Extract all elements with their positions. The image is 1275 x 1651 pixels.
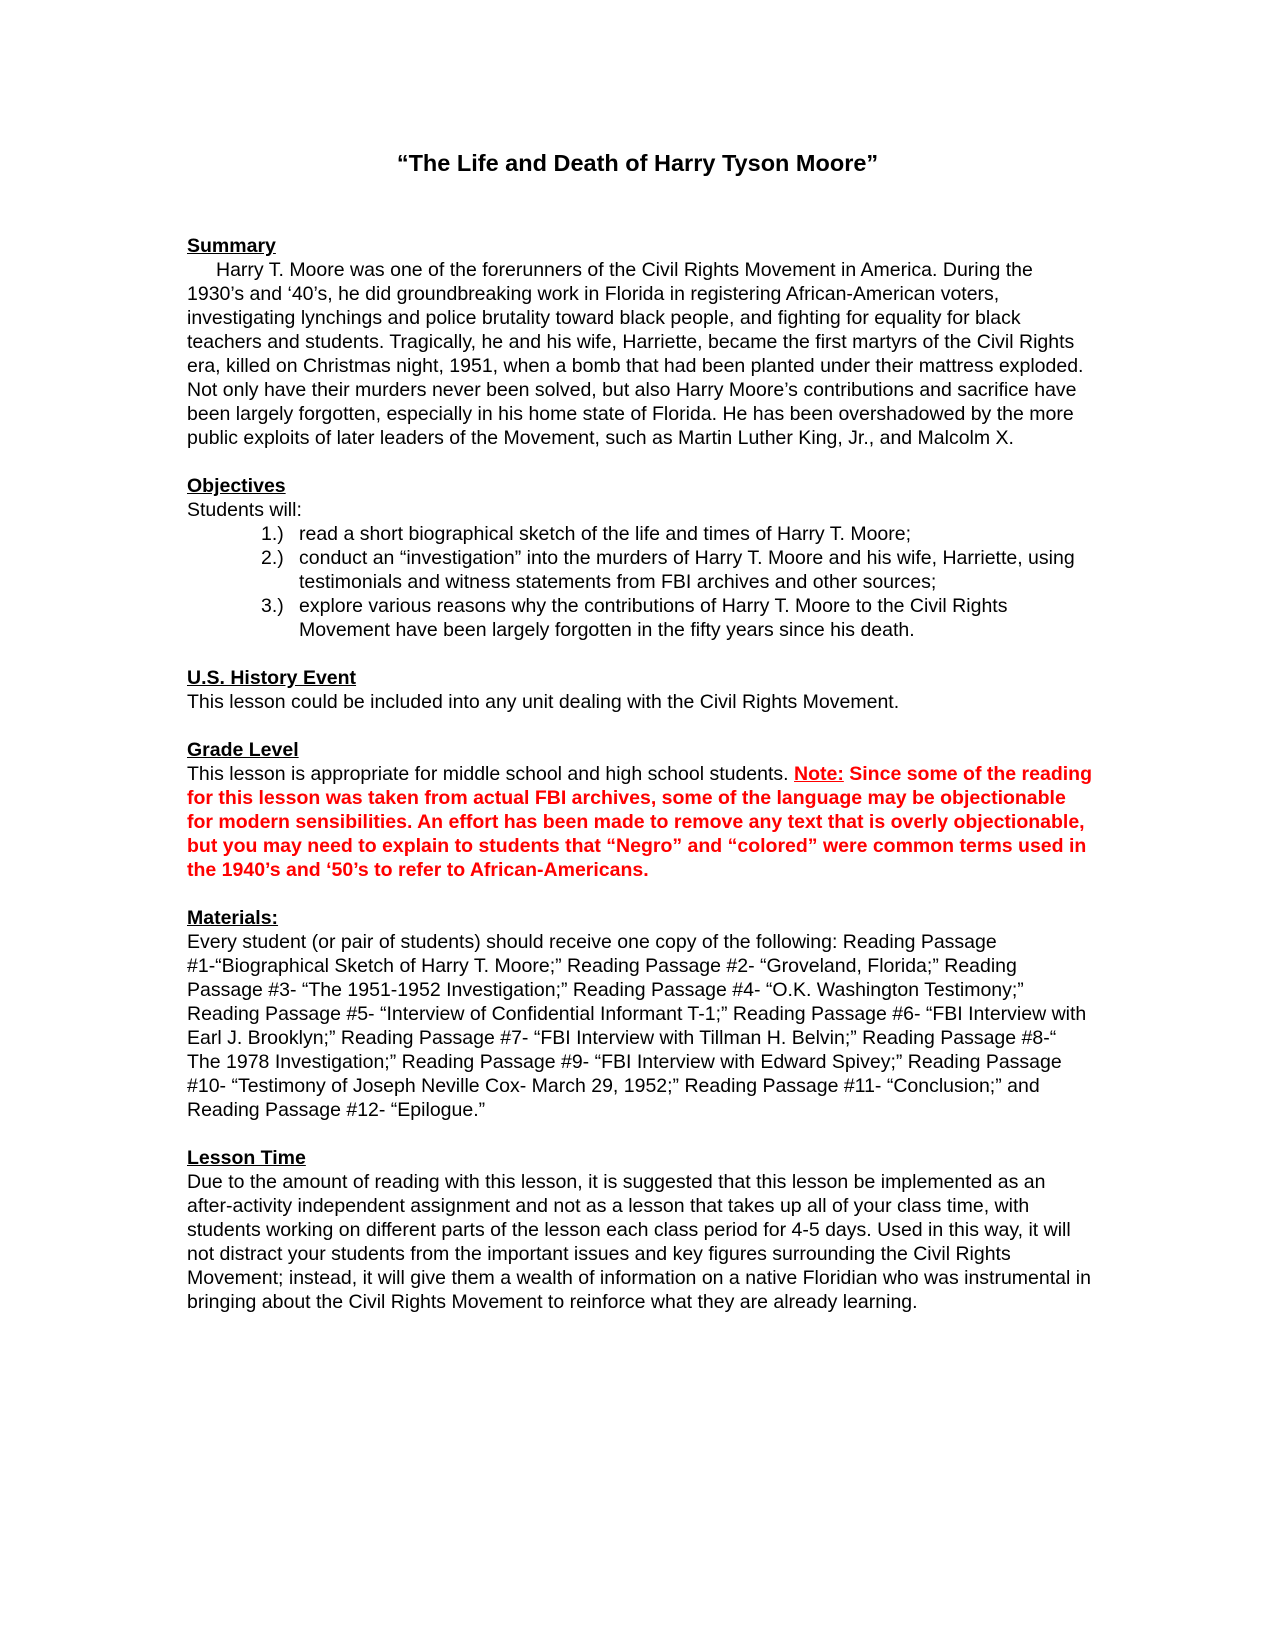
summary-text: Harry T. Moore was one of the forerunners of the Civil Rights Movement in America. During the 1930’s and ‘40’s, he did groundbreaking work in Florida in registering African-American voters, investigating lynchings and police brutality toward black people, and fighting for equality for black teachers and students. Tragically, he and his wife, Harriette, became the first martyrs of the Civil Rights era, killed on Christmas night, 1951, when a bomb that had been planted under their mattress exploded. Not only have their murders never been solved, but also Harry Moore’s contributions and sacrifice have been largely forgotten, especially in his home state of Florida. He has been overshadowed by the more public exploits of later leaders of the Movement, such as Martin Luther King, Jr., and Malcolm X. [187,259,1084,449]
summary-heading: Summary [187,235,276,257]
objective-text: conduct an “investigation” into the murders of Harry T. Moore and his wife, Harriette, using testimonials and witness statements from FBI archives and other sources; [299,547,1075,593]
materials-text: Every student (or pair of students) should receive one copy of the following: Reading Passage #1-“Biographical Sketch of Harry T. Moore;” Reading Passage #2- “Groveland, Florida;” Reading Passage #3- “The 1951-1952 Investigation;” Reading Passage #4- “O.K. Washington Testimony;” Reading Passage #5- “Interview of Confidential Informant T-1;” Reading Passage #6- “FBI Interview with Earl J. Brooklyn;” Reading Passage #7- “FBI Interview with Tillman H. Belvin;” Reading Passage #8-“ The 1978 Investigation;” Reading Passage #9- “FBI Interview with Edward Spivey;” Reading Passage #10- “Testimony of Joseph Neville Cox- March 29, 1952;” Reading Passage #11- “Conclusion;” and Reading Passage #12- “Epilogue.” [187,931,1087,1121]
grade-level-section [187,738,1092,882]
lesson-time-section [187,1146,1092,1314]
grade-level-text: This lesson is appropriate for middle school and high school students. [187,763,795,785]
lesson-time-text: Due to the amount of reading with this lesson, it is suggested that this lesson be implemented as an after-activity independent assignment and not as a lesson that takes up all of your class time, with students working on different parts of the lesson each class period for 4-5 days. Used in this way, it will not distract your students from the important issues and key figures surrounding the Civil Rights Movement; instead, it will give them a wealth of information on a native Floridian who was instrumental in bringing about the Civil Rights Movement to reinforce what they are already learning. [187,1171,1091,1313]
history-event-text: This lesson could be included into any unit dealing with the Civil Rights Movement. [187,691,900,713]
objective-text: read a short biographical sketch of the life and times of Harry T. Moore; [299,523,912,545]
objectives-heading: Objectives [187,475,286,497]
document-body [187,234,1092,1338]
summary-section [187,234,1092,450]
page-title: “The Life and Death of Harry Tyson Moore” [396,150,879,176]
note-label: Note: [794,763,844,785]
grade-level-paragraph [187,762,1092,882]
grade-level-heading: Grade Level [187,739,299,761]
objective-item [187,546,1092,594]
history-event-section [187,666,1092,714]
materials-heading: Materials: [187,907,279,929]
objectives-intro: Students will: [187,499,302,521]
objective-text: explore various reasons why the contributions of Harry T. Moore to the Civil Rights Movement have been largely forgotten in the fifty years since his death. [299,595,1008,641]
note-text: Since some of the reading for this lesson was taken from actual FBI archives, some of the language may be objectionable for modern sensibilities. An effort has been made to remove any text that is overly objectionable, but you may need to explain to students that “Negro” and “colored” were common terms used in the 1940’s and ‘50’s to refer to African-Americans. [187,763,1092,881]
objective-number: 3.) [261,595,284,617]
objectives-list [187,522,1092,642]
objectives-section [187,474,1092,642]
materials-section [187,906,1092,1122]
objective-item [187,522,1092,546]
history-event-heading: U.S. History Event [187,667,357,689]
objective-number: 1.) [261,523,284,545]
objective-number: 2.) [261,547,284,569]
lesson-time-heading: Lesson Time [187,1147,306,1169]
objective-item [187,594,1092,642]
